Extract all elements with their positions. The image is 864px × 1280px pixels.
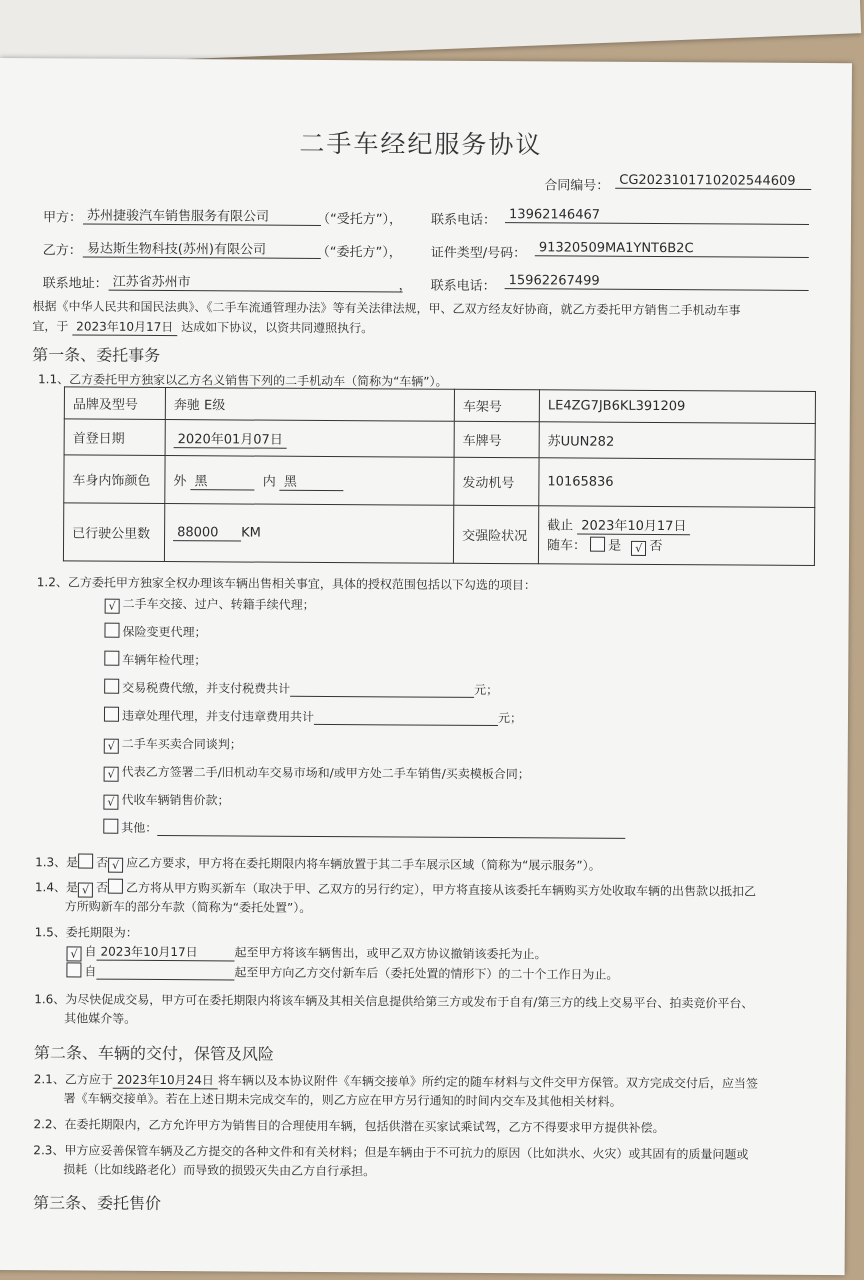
party-b-phone: 15962267499 — [505, 273, 809, 291]
exterior-color: 黑 — [191, 470, 255, 490]
party-b-id-label: 证件类型/号码： — [430, 245, 527, 262]
interior-label: 内 — [262, 474, 276, 490]
contract-no-value: CG2023101710202544609 — [615, 173, 811, 190]
party-a-label: 甲方： — [42, 210, 83, 226]
option-checkbox[interactable]: √ — [105, 599, 120, 614]
option-tail: 元； — [474, 682, 499, 698]
intro-line-1: 根据《中华人民共和国民法典》、《二手车流通管理办法》等有关法律法规，甲、乙双方经友好协商，就乙方委托甲方销售二手机动车事 — [32, 299, 741, 318]
clause-1-5-option-a — [66, 942, 546, 964]
option-text: 其他： — [121, 820, 158, 835]
engine-value: 10165836 — [539, 458, 815, 508]
address-value: 江苏省苏州市 — [109, 271, 403, 293]
address-end: ， — [398, 278, 412, 294]
option-item — [104, 623, 206, 641]
article-1-title: 第一条、委托事务 — [32, 345, 161, 365]
contract-page — [0, 58, 852, 1275]
intro-post: 达成如下协议，以资共同遵照执行。 — [181, 320, 374, 336]
engine-label: 发动机号 — [454, 457, 539, 506]
agreement-date: 2023年10月17日 — [72, 317, 177, 336]
period-b-from: 自 — [84, 964, 97, 979]
option-item — [104, 707, 522, 727]
option-checkbox[interactable] — [104, 707, 119, 722]
clause-2-3-line-1: 2.3、甲方应妥善保管车辆及乙方提交的各种文件和有关材料；但是车辆由于不可抗力的原因（比如洪水、火灾）或其固有的质量问题或 — [33, 1143, 749, 1162]
period-a-checkbox[interactable]: √ — [66, 946, 81, 961]
option-item — [104, 679, 498, 698]
option-checkbox[interactable] — [104, 651, 119, 666]
option-item — [104, 651, 206, 669]
delivery-date: 2023年10月24日 — [113, 1071, 218, 1090]
option-text: 二手车交接、过户、转籍手续代理； — [122, 596, 315, 612]
option-checkbox[interactable] — [104, 679, 119, 694]
option-text: 代收车辆销售价款； — [121, 792, 230, 808]
intro-line-2 — [32, 317, 373, 337]
party-a-name: 苏州捷骏汽车销售服务有限公司 — [83, 205, 321, 226]
clause-1-4-line-2: 方所购新车的部分车款（简称为“委托处置”）。 — [64, 899, 312, 915]
party-b-phone-label: 联系电话： — [430, 278, 496, 295]
article-3-title: 第三条、委托售价 — [32, 1193, 162, 1214]
underlying-paper — [0, 0, 861, 67]
period-a-text: 起至甲方将该车辆售出，或甲乙双方协议撤销该委托为止。 — [234, 945, 547, 962]
party-b-role: （“委托方”）， — [316, 244, 402, 261]
reg-date-label: 首登日期 — [64, 419, 165, 456]
party-a-phone: 13962146467 — [505, 207, 809, 225]
period-a-date: 2023年10月17日 — [97, 943, 235, 962]
clause-2-3-line-2: 损耗（比如线路老化）而导致的损毁灭失由乙方自行承担。 — [63, 1162, 376, 1179]
option-text: 二手车买卖合同谈判； — [121, 736, 242, 752]
party-a-phone-label: 联系电话： — [430, 212, 497, 229]
option-item — [104, 763, 530, 785]
plate-label: 车牌号 — [454, 421, 539, 458]
vehicle-table — [63, 386, 816, 566]
mileage-unit: KM — [241, 524, 261, 541]
period-a-from: 自 — [84, 944, 97, 959]
brand-label: 品牌及型号 — [64, 387, 165, 420]
vin-label: 车架号 — [454, 389, 539, 422]
option-text: 保险变更代理； — [122, 624, 207, 640]
clause-1-6-line-2: 其他媒介等。 — [64, 1011, 137, 1026]
page-title: 二手车经纪服务协议 — [299, 128, 543, 160]
clause-2-1-text: 将车辆以及本协议附件《车辆交接单》所约定的随车材料与文件交甲方保管。双方完成交付后，应当签 — [217, 1073, 758, 1091]
follow-label: 随车： — [546, 538, 587, 554]
period-b-checkbox[interactable] — [66, 962, 81, 977]
clause-1-1: 1.1、乙方委托甲方独家以乙方名义销售下列的二手机动车（简称为“车辆”）。 — [37, 372, 448, 389]
clause-1-5-option-b — [66, 962, 618, 982]
exterior-label: 外 — [173, 473, 187, 489]
party-b-id-no: 91320509MA1YNT6B2C — [535, 240, 809, 258]
color-label: 车身内饰颜色 — [64, 455, 165, 504]
option-text: 代表乙方签署二手/旧机动车交易市场和/或甲方处二手车销售/买卖模板合同； — [121, 764, 530, 782]
clause-1-3-yes: 1.3、是 — [35, 855, 79, 870]
follow-yes-checkbox[interactable] — [590, 537, 605, 552]
address-label: 联系地址： — [42, 276, 108, 292]
option-item — [105, 595, 315, 615]
disposal-no-checkbox[interactable] — [108, 879, 123, 894]
option-text: 交易税费代缴，并支付税费共计 — [122, 680, 291, 696]
clause-1-3-no: 否 — [96, 855, 109, 870]
mileage-label: 已行驶公里数 — [63, 503, 164, 562]
party-b-name: 易达斯生物科技(苏州)有限公司 — [83, 238, 321, 259]
option-tail: 元； — [497, 711, 523, 726]
clause-2-2: 2.2、在委托期限内，乙方允许甲方为销售目的合理使用车辆，包括供潜在买家试乘试驾，乙方不得要求甲方提供补偿。 — [33, 1117, 665, 1136]
disposal-yes-checkbox[interactable]: √ — [78, 882, 93, 897]
reg-date-value: 2020年01月07日 — [174, 428, 287, 449]
option-text: 违章处理代理，并支付违章费用共计 — [121, 708, 315, 724]
clause-2-1-line-2: 署《车辆交接单》。若在上述日期未完成交车的，则乙方应在甲方另行通知的时间内交车及其他相关材料。 — [63, 1091, 622, 1109]
option-item — [103, 819, 625, 839]
clause-1-3-text: 应乙方要求，甲方将在委托期限内将车辆放置于其二手车展示区域（简称为“展示服务”）。 — [126, 855, 601, 873]
option-checkbox[interactable]: √ — [103, 795, 118, 810]
clause-1-6-line-1: 1.6、为尽快促成交易，甲方可在委托期限内将该车辆及其相关信息提供给第三方或发布于自有/第三方的线上交易平台、拍卖竞价平台、 — [34, 992, 754, 1011]
option-checkbox[interactable]: √ — [104, 767, 119, 782]
brand-value: 奔驰 E级 — [165, 388, 454, 422]
party-a-role: （“受托方”）， — [316, 211, 403, 228]
display-no-checkbox[interactable]: √ — [108, 858, 123, 873]
insurance-until-label: 截止 — [547, 518, 574, 534]
follow-yes-label: 是 — [608, 538, 622, 554]
clause-1-4-no: 否 — [95, 880, 109, 895]
interior-color: 黑 — [280, 470, 344, 490]
option-checkbox[interactable] — [103, 819, 118, 834]
clause-1-3 — [35, 853, 601, 875]
clause-2-1-pre: 2.1、乙方应于 — [33, 1072, 113, 1087]
clause-1-2: 1.2、乙方委托甲方独家全权办理该车辆出售相关事宜，具体的授权范围包括以下勾选的项目： — [36, 575, 536, 593]
option-checkbox[interactable] — [104, 623, 119, 638]
period-b-text: 起至甲方向乙方交付新车后（委托处置的情形下）的二十个工作日为止。 — [234, 965, 619, 982]
insurance-label: 交强险状况 — [453, 505, 538, 564]
mileage-value: 88000 — [173, 525, 241, 541]
clause-1-5-title: 1.5、委托期限为： — [34, 925, 138, 940]
contract-no-label: 合同编号： — [544, 178, 610, 194]
follow-no-label: 否 — [649, 538, 663, 555]
insurance-date: 2023年10月17日 — [577, 515, 690, 536]
clause-1-4-yes: 1.4、是 — [34, 880, 79, 895]
vin-value: LE4ZG7JB6KL391209 — [539, 390, 815, 424]
display-yes-checkbox[interactable] — [78, 853, 93, 868]
party-b-label: 乙方： — [42, 243, 82, 259]
article-2-title: 第二条、车辆的交付，保管及风险 — [33, 1043, 274, 1064]
clause-1-4-text: 乙方将从甲方购买新车（取决于甲、乙双方的另行约定），甲方将直接从该委托车辆购买方处收取车辆的出售款以抵扣乙 — [126, 880, 757, 899]
option-item — [104, 735, 242, 755]
follow-no-checkbox[interactable]: √ — [631, 541, 646, 556]
option-item — [103, 791, 229, 811]
option-checkbox[interactable]: √ — [104, 739, 119, 754]
plate-value: 苏UUN282 — [539, 422, 815, 460]
option-text: 车辆年检代理； — [122, 652, 207, 668]
intro-pre: 宜，于 — [32, 319, 69, 334]
